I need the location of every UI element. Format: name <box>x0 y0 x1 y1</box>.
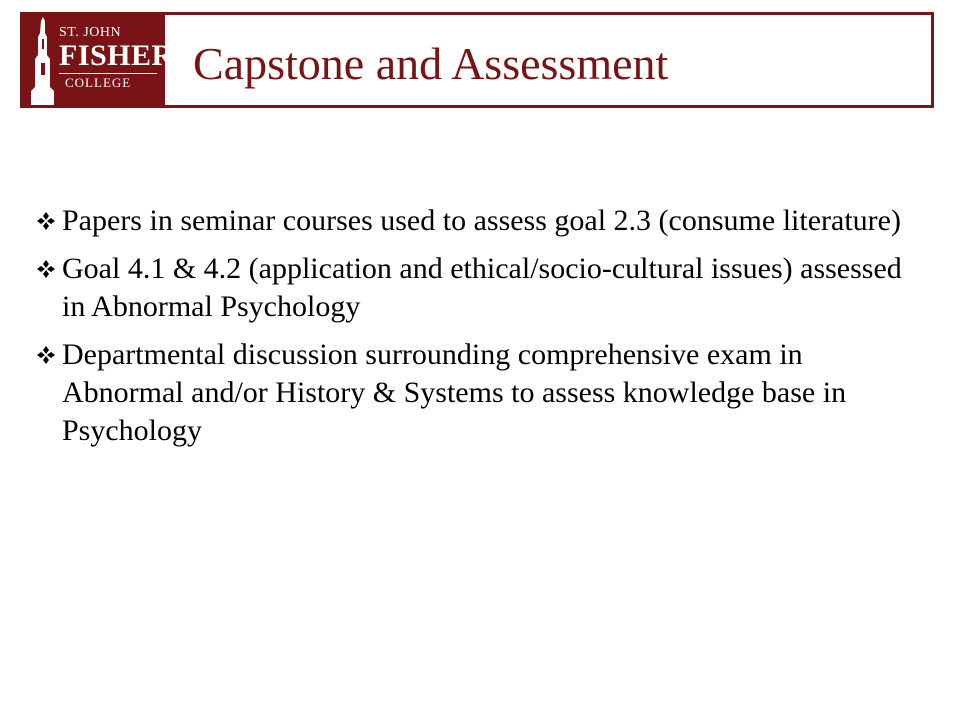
bullet-item <box>36 250 916 326</box>
bullet-text: Papers in seminar courses used to assess goal 2.3 (consume literature) <box>62 204 901 237</box>
four-diamond-bullet-icon <box>36 259 56 279</box>
logo-line-fisher: FISHER <box>59 39 174 72</box>
page-title: Capstone and Assessment <box>193 38 669 89</box>
tower-icon <box>23 15 63 105</box>
college-logo <box>23 15 174 105</box>
bullet-text: Departmental discussion surrounding comprehensive exam in Abnormal and/or History & Systems to assess knowledge base in Psychology <box>62 338 847 447</box>
logo-wordmark <box>59 25 174 91</box>
bullet-text: Goal 4.1 & 4.2 (application and ethical/socio-cultural issues) assessed in Abnormal Psychology <box>62 252 902 323</box>
four-diamond-bullet-icon <box>36 345 56 365</box>
logo-line-st-john: ST. JOHN <box>59 25 122 40</box>
bullet-list <box>36 202 916 460</box>
bullet-item <box>36 336 916 450</box>
logo-line-college: COLLEGE <box>65 75 132 90</box>
bullet-item <box>36 202 916 240</box>
header-banner <box>20 12 934 108</box>
logo-divider <box>59 73 157 74</box>
four-diamond-bullet-icon <box>36 211 56 231</box>
